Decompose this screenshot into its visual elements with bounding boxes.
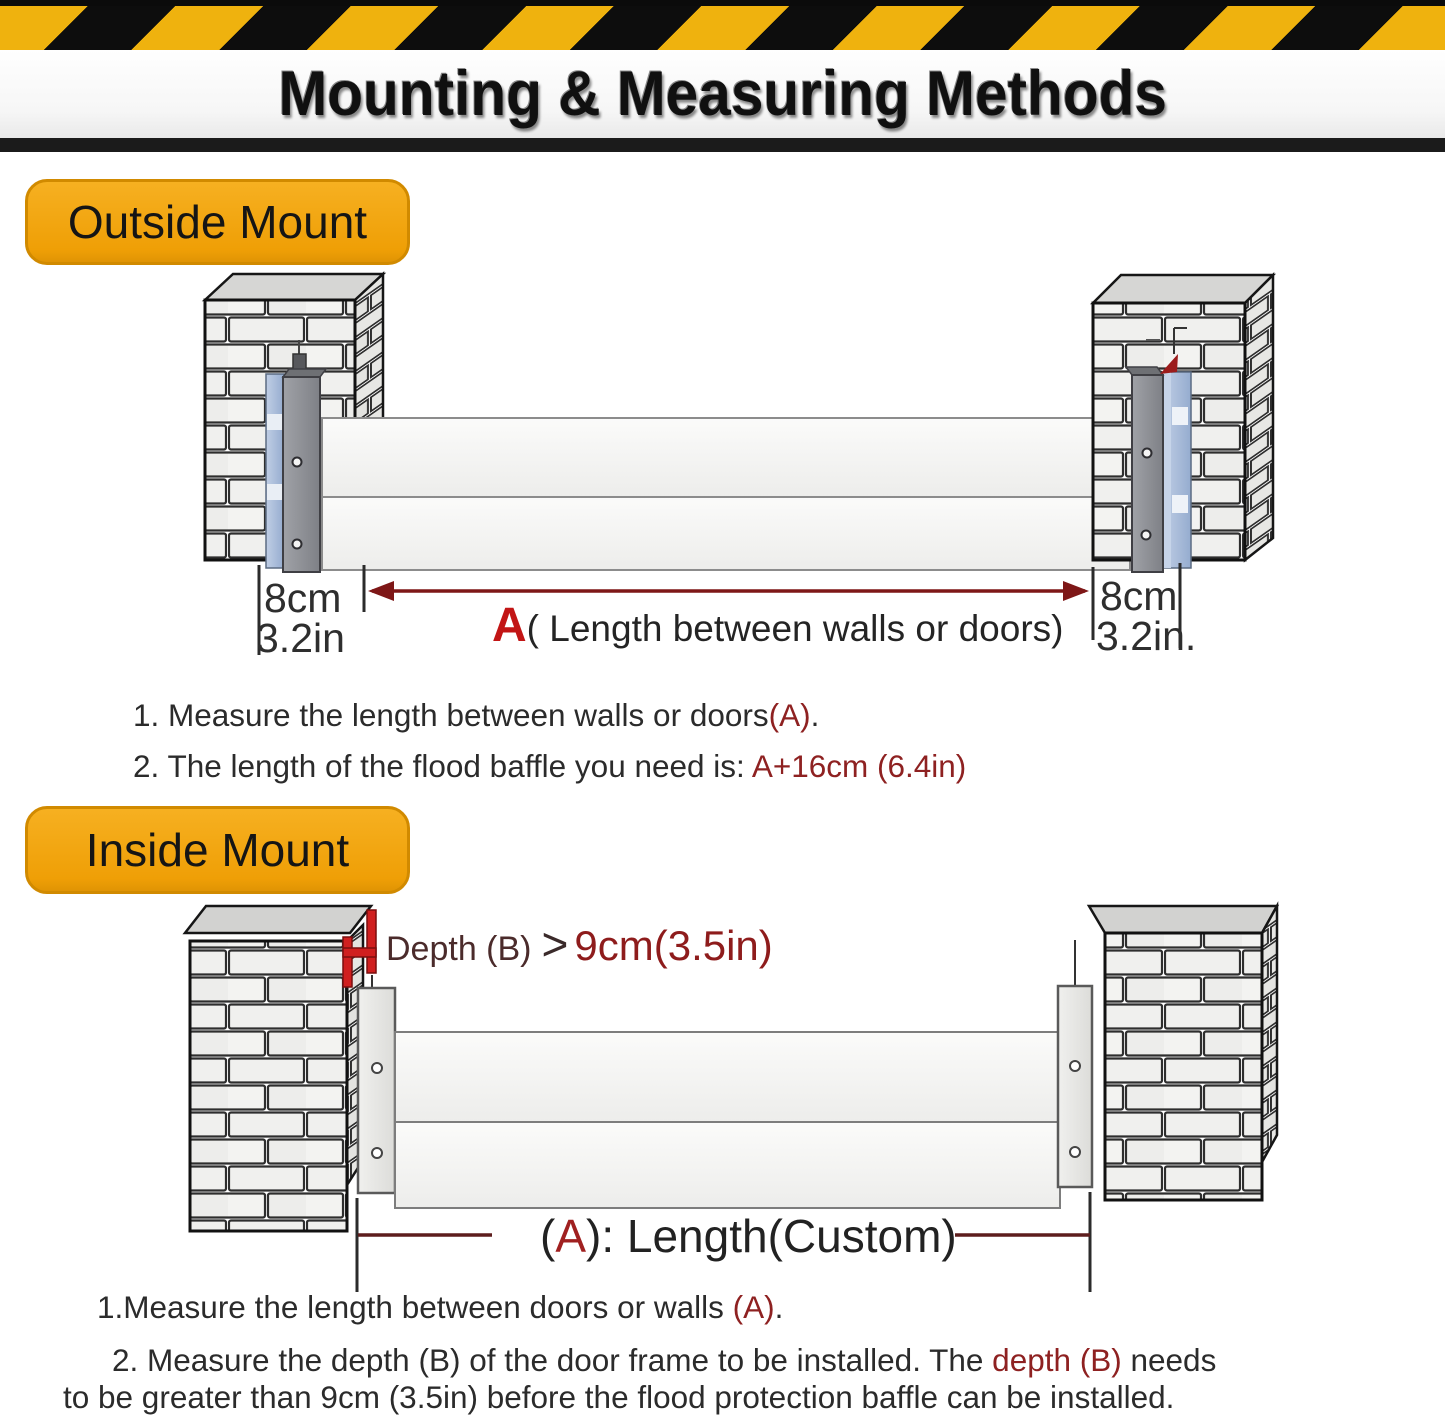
outside-mount-badge [25,179,410,265]
outside-span-label [492,599,1064,652]
outside-mount-label: Outside Mount [67,196,368,248]
header-divider [0,138,1445,152]
outside-span-a: A [492,599,527,652]
right-pillar [1089,906,1277,1200]
depth-label: Depth (B) > 9cm(3.5in) [386,918,773,970]
inside-mount-badge [25,806,410,894]
left-mount-channel [358,988,395,1193]
header-band [0,50,1445,138]
outside-left-dim-cm: 8cm [264,575,342,621]
inside-mount-label: Inside Mount [85,824,350,876]
outside-span-rest: ( Length between walls or doors) [526,608,1064,649]
outside-step-2: 2. The length of the flood baffle you need is: A+16cm (6.4in) [133,748,967,784]
left-mount-channel [266,340,326,572]
inside-step-2a: 2. Measure the depth (B) of the door frame to be installed. The depth (B) needs [112,1342,1217,1378]
length-custom-label: ( A ): Length(Custom) [540,1210,957,1262]
flood-barrier [395,1032,1060,1208]
page-title: Mounting & Measuring Methods [278,59,1167,129]
inside-step-1: 1.Measure the length between doors or walls (A). [97,1289,784,1325]
flood-barrier [322,418,1130,570]
outside-step-1: 1. Measure the length between walls or doors(A). [133,697,820,733]
outside-left-dim-in: 3.2in [256,615,345,661]
outside-right-dim-in: 3.2in. [1096,613,1197,659]
inside-step-2b: to be greater than 9cm (3.5in) before the flood protection baffle can be installed. [63,1379,1175,1415]
right-mount-channel [1058,940,1092,1187]
outside-right-dim-cm: 8cm [1100,573,1178,619]
hazard-stripe-banner [0,0,1445,50]
